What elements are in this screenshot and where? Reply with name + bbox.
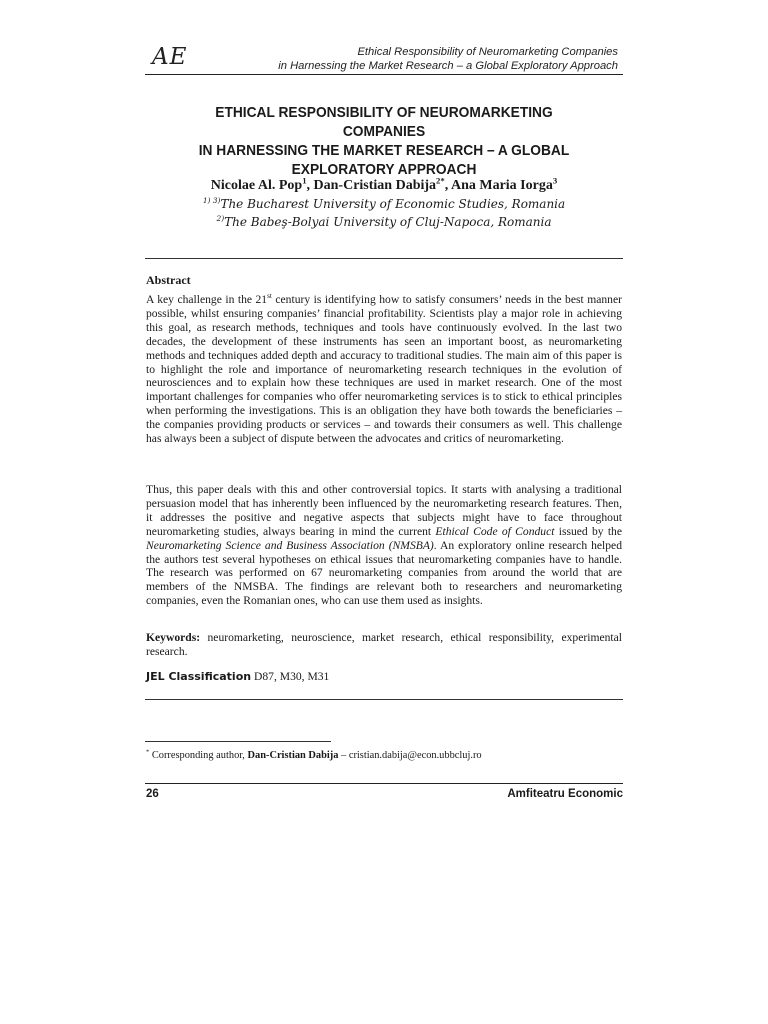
affiliation-marks: 2) [216, 214, 225, 223]
jel-label: JEL Classification [146, 670, 252, 683]
journal-name: Amfiteatru Economic [507, 788, 623, 800]
footer-rule [145, 783, 623, 784]
jel-classification [146, 670, 329, 683]
title-line: EXPLORATORY APPROACH [291, 162, 477, 178]
abstract-heading: Abstract [146, 273, 191, 287]
author-name: Dan-Cristian Dabija [313, 178, 437, 193]
abstract-text: Thus, this paper deals with this and other controversial topics. It starts with analysing a traditional persuasion model that has inherently been influenced by the neuromarketing research features. Then, it addresses the positive and negative aspects that subjects might have to face throughout neuromarketing studies, always bearing in mind the current [146, 483, 622, 538]
keywords-text: neuromarketing, neuroscience, market research, ethical responsibility, experimental research. [146, 631, 622, 658]
keywords [146, 631, 622, 659]
affiliation-marks: 1) 3) [202, 196, 221, 205]
author-list [145, 177, 623, 195]
header-rule [145, 74, 623, 75]
running-header [198, 45, 618, 73]
abstract-bottom-rule [145, 699, 623, 700]
title-line: ETHICAL RESPONSIBILITY OF NEUROMARKETING COMPANIES [215, 105, 553, 140]
author-separator: , [306, 178, 314, 193]
ethical-code-title: Ethical Code of Conduct [435, 524, 555, 538]
footnote-rule [145, 741, 331, 742]
journal-logo: AE [152, 44, 188, 70]
jel-codes: D87, M30, M31 [251, 670, 330, 683]
corresponding-author: Dan-Cristian Dabija [247, 750, 339, 761]
abstract-paragraph [146, 483, 622, 608]
author-affiliation-mark: 2* [436, 175, 445, 186]
abstract-text: . An exploratory online research helped the authors test several hypotheses on ethical issues that neuromarketing companies have to handle. The research was performed on 67 neuromarketing companies from around the world that are members of the NMSBA. The findings are relevant both to researchers and neuromarketing companies, even the Romanian ones, who can use them used as insights. [146, 538, 622, 608]
affiliation [145, 214, 623, 230]
affiliation-text: The Babeş-Bolyai University of Cluj-Napoca, Romania [224, 215, 552, 229]
paper-title [176, 104, 593, 180]
running-title-line: in Harnessing the Market Research – a Global Exploratory Approach [278, 60, 618, 72]
abstract-text: issued by the [554, 524, 622, 538]
author-name: Ana Maria Iorga [450, 178, 553, 193]
abstract-paragraph [146, 293, 622, 446]
keywords-label: Keywords: [146, 631, 201, 644]
ordinal-suffix: st [267, 292, 272, 301]
footnote-text: Corresponding author, [149, 750, 248, 761]
author-affiliation-mark: 3 [552, 175, 558, 186]
author-affiliation-mark: 1 [302, 175, 307, 186]
abstract-text: A key challenge in the 21 [146, 293, 268, 306]
association-name: Neuromarketing Science and Business Association (NMSBA) [146, 538, 434, 552]
footnote [146, 749, 482, 762]
footnote-mark: * [146, 748, 150, 756]
page-number: 26 [146, 788, 159, 800]
affiliation [145, 196, 623, 212]
title-line: IN HARNESSING THE MARKET RESEARCH – A GLOBAL [198, 143, 570, 159]
author-separator: , [444, 178, 451, 193]
running-title-line: Ethical Responsibility of Neuromarketing Companies [357, 46, 618, 58]
author-name: Nicolae Al. Pop [210, 178, 303, 193]
abstract-top-rule [145, 258, 623, 259]
abstract-text: century is identifying how to satisfy consumers’ needs in the best manner possible, whilst ensuring companies’ financial profitability. Scientists play a major role in achieving this goal, as research methods, techniques and tools have continuously evolved. In the last two decades, the development of these instruments has seen an important boost, as neuromarketing methods and techniques added depth and accuracy to traditional studies. The main aim of this paper is to highlight the role and importance of neuromarketing research techniques in the evolution of neurosciences and to explain how these techniques are used in market research. One of the most important challenges for companies who offer neuromarketing services is to stick to ethical principles when performing the investigations. This is an obligation they have both towards the beneficiaries – the companies providing products or services – and towards their consumers as well. This challenge has always been a subject of dispute between the advocates and critics of neuromarketing. [146, 293, 622, 446]
affiliation-text: The Bucharest University of Economic Studies, Romania [220, 197, 566, 211]
footnote-email: – cristian.dabija@econ.ubbcluj.ro [338, 750, 482, 761]
